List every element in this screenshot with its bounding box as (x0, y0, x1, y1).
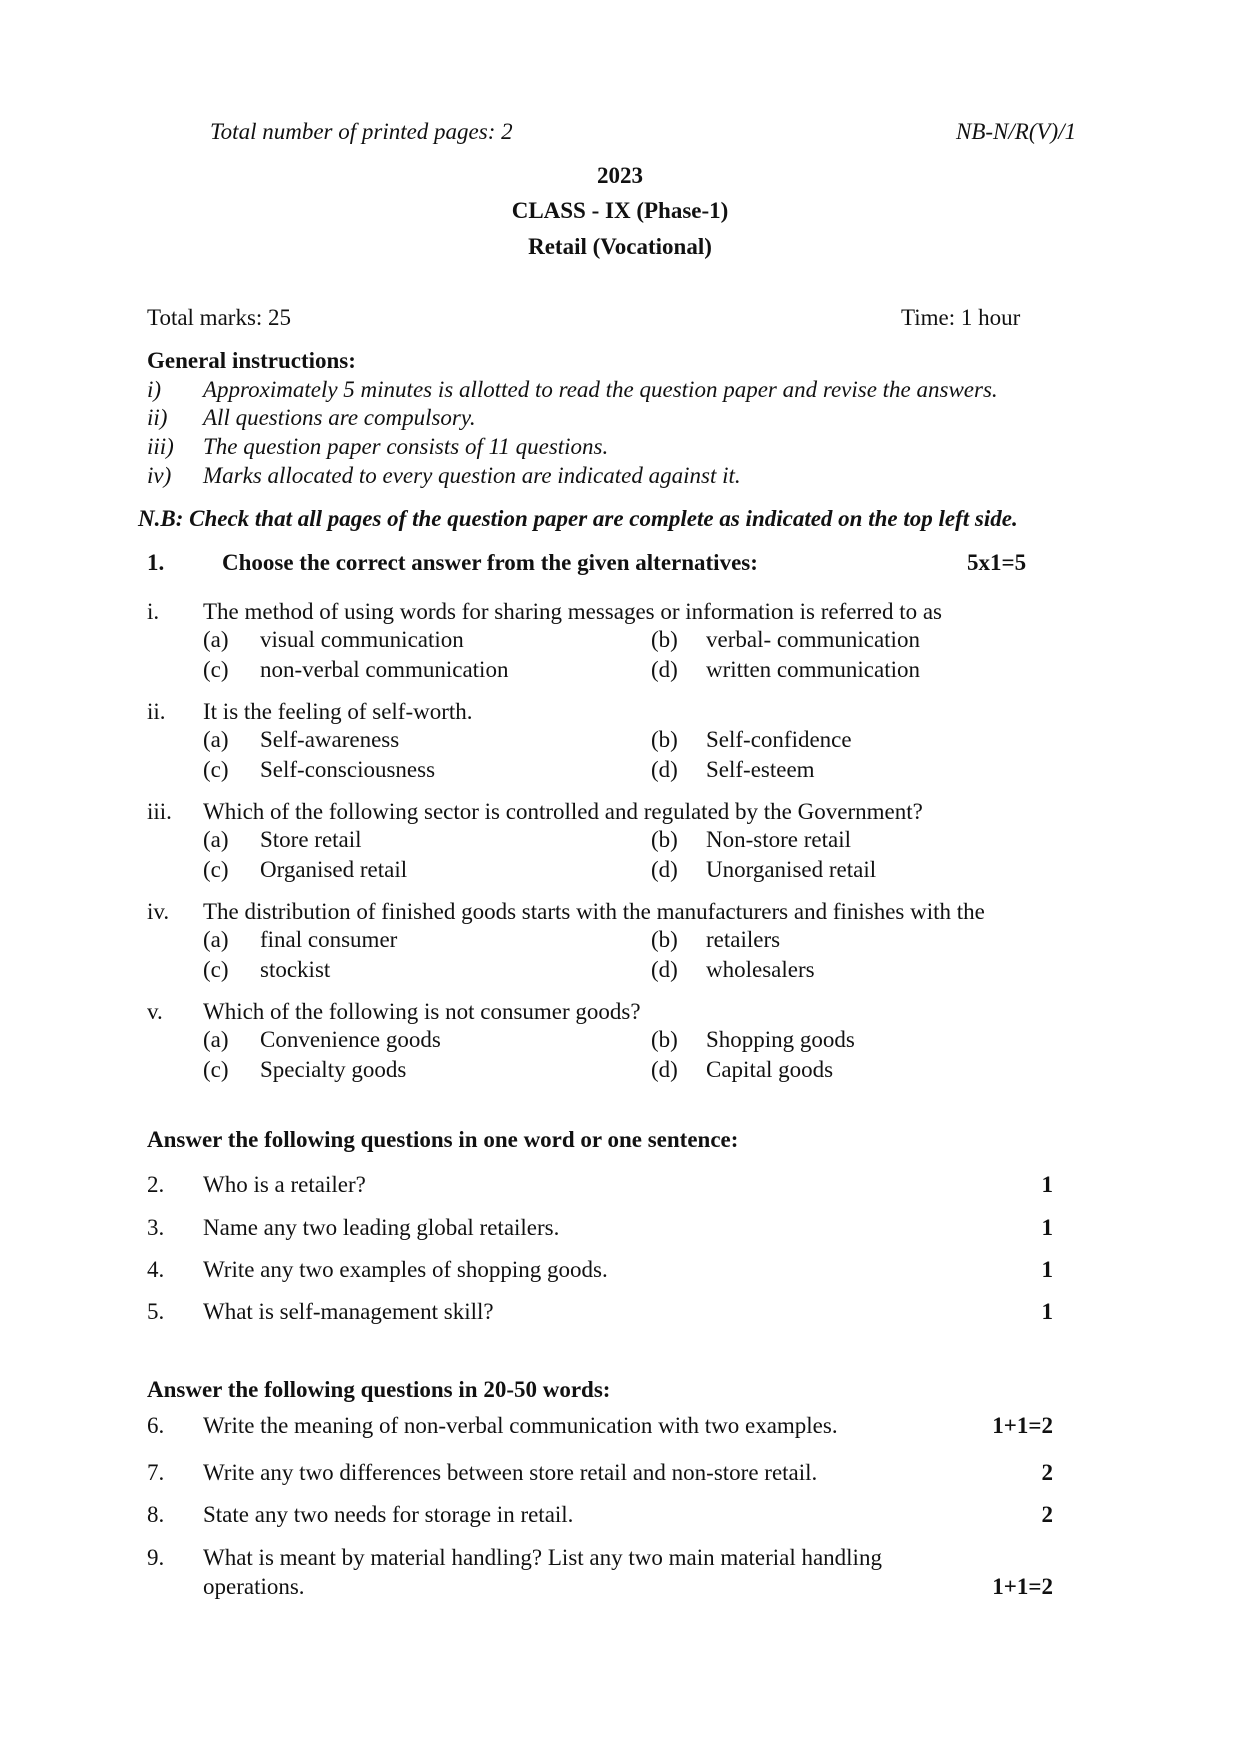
question-text: Who is a retailer? (203, 1172, 366, 1197)
option-label: (a) (203, 727, 229, 752)
question-number: 8. (147, 1502, 165, 1527)
option-label: (b) (651, 827, 678, 852)
mcq-question: Which of the following sector is controlled and regulated by the Government? (203, 799, 923, 824)
question-text: State any two needs for storage in retail. (203, 1502, 574, 1527)
mcq-number: v. (147, 999, 163, 1024)
mcq-number: i. (147, 599, 160, 624)
option-text: Organised retail (260, 857, 408, 882)
instruction-num: ii) (147, 405, 168, 430)
option-label: (d) (651, 1057, 678, 1082)
class-title: CLASS - IX (Phase-1) (511, 198, 729, 223)
option-label: (c) (203, 657, 229, 682)
question-marks: 1+1=2 (992, 1574, 1053, 1599)
option-text: written communication (706, 657, 920, 682)
option-text: Specialty goods (260, 1057, 407, 1082)
exam-year: 2023 (597, 163, 643, 188)
question-text: What is meant by material handling? List any two main material handling (203, 1545, 882, 1570)
option-label: (c) (203, 857, 229, 882)
instruction-num: iii) (147, 434, 174, 459)
option-text: Store retail (260, 827, 362, 852)
option-text: Unorganised retail (706, 857, 877, 882)
option-label: (c) (203, 957, 229, 982)
question-marks: 1 (1041, 1257, 1053, 1282)
instruction-text: Marks allocated to every question are indicated against it. (203, 463, 741, 488)
section1-heading: Choose the correct answer from the given alternatives: (222, 550, 758, 575)
question-marks: 2 (1041, 1502, 1053, 1527)
option-label: (b) (651, 627, 678, 652)
question-number: 7. (147, 1460, 165, 1485)
section2-heading: Answer the following questions in one word or one sentence: (147, 1127, 739, 1152)
question-marks: 2 (1041, 1460, 1053, 1485)
question-number: 5. (147, 1299, 165, 1324)
mcq-number: iv. (147, 899, 170, 924)
option-label: (b) (651, 927, 678, 952)
option-text: Capital goods (706, 1057, 834, 1082)
option-text: Self-confidence (706, 727, 852, 752)
option-text: Convenience goods (260, 1027, 441, 1052)
total-marks: Total marks: 25 (147, 305, 292, 330)
option-label: (b) (651, 727, 678, 752)
option-text: Self-esteem (706, 757, 815, 782)
option-text: non-verbal communication (260, 657, 509, 682)
option-label: (d) (651, 957, 678, 982)
option-label: (d) (651, 657, 678, 682)
question-marks: 1 (1041, 1299, 1053, 1324)
question-marks: 1+1=2 (992, 1413, 1053, 1438)
instruction-num: i) (147, 377, 162, 402)
exam-time: Time: 1 hour (901, 305, 1021, 330)
option-text: stockist (260, 957, 331, 982)
mcq-question: It is the feeling of self-worth. (203, 699, 473, 724)
question-number: 2. (147, 1172, 165, 1197)
option-text: Shopping goods (706, 1027, 855, 1052)
question-marks: 1 (1041, 1172, 1053, 1197)
question-text: Write the meaning of non-verbal communication with two examples. (203, 1413, 838, 1438)
option-label: (a) (203, 1027, 229, 1052)
instruction-text: The question paper consists of 11 questions. (203, 434, 609, 459)
mcq-number: iii. (147, 799, 172, 824)
question-marks: 1 (1041, 1215, 1053, 1240)
nb-note: N.B: Check that all pages of the question paper are complete as indicated on the top left side. (138, 506, 1018, 531)
option-text: Non-store retail (706, 827, 851, 852)
option-label: (d) (651, 857, 678, 882)
mcq-question: The method of using words for sharing messages or information is referred to as (203, 599, 943, 624)
section1-number: 1. (147, 550, 165, 575)
printed-pages-note: Total number of printed pages: 2 (210, 119, 513, 144)
question-text: What is self-management skill? (203, 1299, 494, 1324)
option-text: visual communication (260, 627, 464, 652)
option-text: verbal- communication (706, 627, 920, 652)
section3-heading: Answer the following questions in 20-50 words: (147, 1377, 611, 1402)
mcq-question: Which of the following is not consumer goods? (203, 999, 641, 1024)
question-number: 3. (147, 1215, 165, 1240)
question-text: Write any two examples of shopping goods. (203, 1257, 608, 1282)
paper-code: NB-N/R(V)/1 (956, 119, 1077, 144)
option-text: Self-awareness (260, 727, 400, 752)
mcq-number: ii. (147, 699, 166, 724)
instruction-text: All questions are compulsory. (203, 405, 476, 430)
question-number: 4. (147, 1257, 165, 1282)
option-label: (a) (203, 827, 229, 852)
instructions-heading: General instructions: (147, 348, 356, 373)
option-label: (c) (203, 757, 229, 782)
option-label: (c) (203, 1057, 229, 1082)
question-text: Write any two differences between store retail and non-store retail. (203, 1460, 818, 1485)
option-text: Self-consciousness (260, 757, 436, 782)
option-label: (d) (651, 757, 678, 782)
section1-marks: 5x1=5 (967, 550, 1027, 575)
question-text: Name any two leading global retailers. (203, 1215, 560, 1240)
question-number: 9. (147, 1545, 165, 1570)
option-text: final consumer (260, 927, 398, 952)
option-label: (a) (203, 927, 229, 952)
option-text: retailers (706, 927, 781, 952)
question-text-continued: operations. (203, 1574, 305, 1599)
option-label: (b) (651, 1027, 678, 1052)
option-text: wholesalers (706, 957, 815, 982)
question-number: 6. (147, 1413, 165, 1438)
mcq-question: The distribution of finished goods starts with the manufacturers and finishes with the (203, 899, 985, 924)
instruction-text: Approximately 5 minutes is allotted to read the question paper and revise the answers. (203, 377, 998, 402)
subject-title: Retail (Vocational) (528, 234, 712, 259)
instruction-num: iv) (147, 463, 172, 488)
option-label: (a) (203, 627, 229, 652)
